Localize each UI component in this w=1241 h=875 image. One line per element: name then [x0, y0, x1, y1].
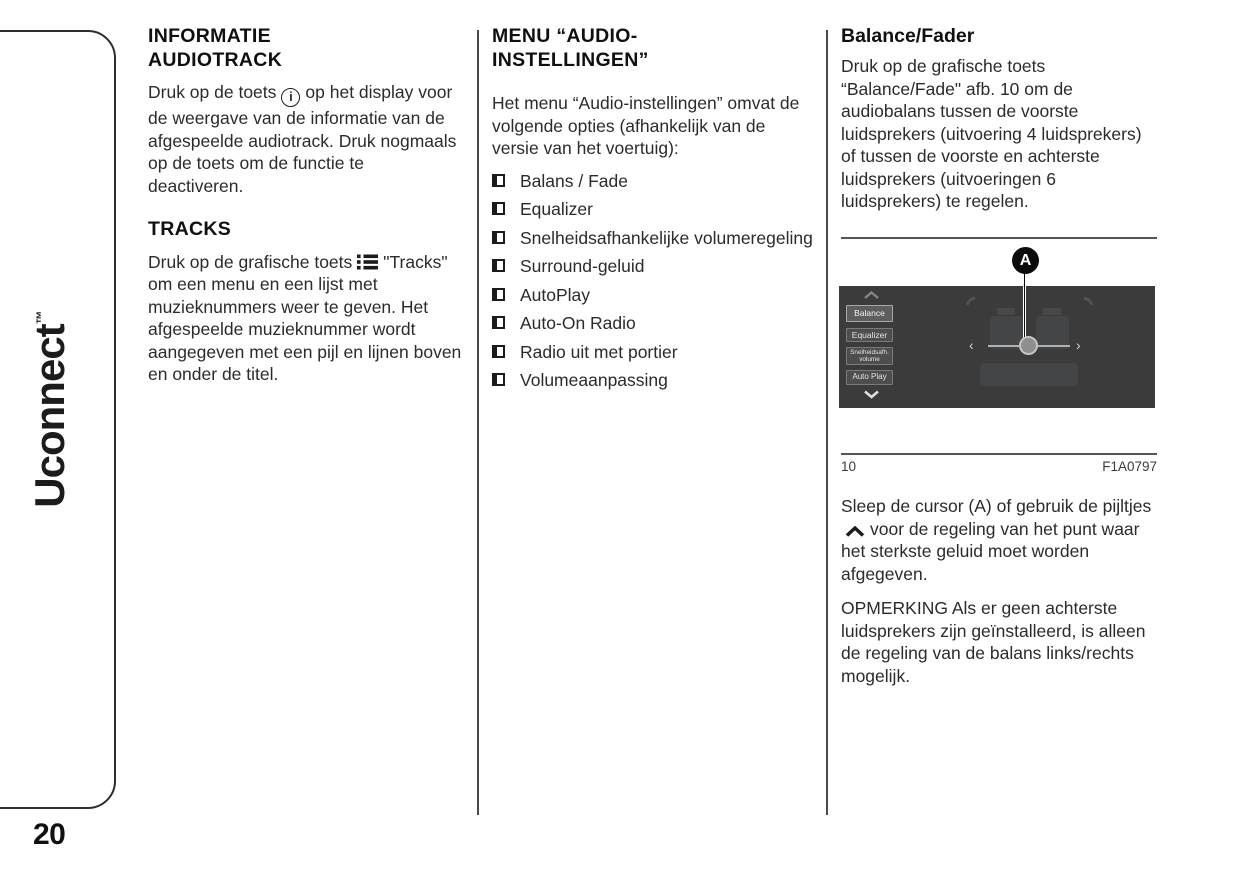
info-circle-icon: i [281, 88, 300, 107]
chapter-tab-title [26, 290, 88, 528]
trademark-symbol: ™ [33, 310, 49, 325]
tracks-paragraph: Druk op de grafische toets "Tracks" om een menu en een lijst met muzieknummers weer te geven. Het afgespeelde muzieknummer wordt aangegeven met een pijl en lijnen boven en onder de titel. [148, 251, 462, 384]
figure-caption [841, 456, 1157, 479]
informatie-paragraph: Druk op de toets i op het display voor de weergave van de informatie van de afgespeelde audiotrack. Druk nogmaals op de toets om de functie te deactiveren. [148, 82, 457, 196]
figure-screenshot [839, 286, 1155, 408]
column-divider-2 [826, 30, 828, 815]
square-bullet-icon [492, 231, 505, 244]
square-bullet-icon [492, 316, 505, 329]
figure-bottom-rule [841, 453, 1157, 455]
menu-scroll-up-icon[interactable] [863, 291, 880, 299]
balance-left-arrow-icon[interactable]: ‹ [969, 337, 974, 353]
figure-code: F1A0797 [1102, 459, 1157, 474]
screen-button-balance[interactable]: Balance [846, 305, 893, 322]
column-audio-instellingen [492, 25, 814, 398]
screen-button-autoplay[interactable]: Auto Play [846, 370, 893, 385]
column-divider-1 [477, 30, 479, 815]
track-list-icon [357, 254, 378, 270]
left-speaker-icon [963, 294, 987, 318]
list-item: Surround-geluid [492, 255, 814, 278]
brand-name: Uconnect [26, 324, 73, 508]
callout-a-badge: A [1012, 247, 1039, 274]
chevron-up-icon [845, 526, 865, 537]
figure-number: 10 [841, 459, 857, 474]
figure-top-rule [841, 237, 1157, 239]
callout-pointer-line [1023, 273, 1026, 343]
square-bullet-icon [492, 202, 505, 215]
screen-button-equalizer[interactable]: Equalizer [846, 328, 893, 342]
cursor-paragraph: Sleep de cursor (A) of gebruik de pijltjesvoor de regeling van het punt waar het sterkste geluid moet worden afgegeven. [841, 496, 1152, 584]
section-heading-informatie: INFORMATIE AUDIOTRACK [148, 25, 283, 71]
column-balance-fader [841, 25, 1157, 815]
list-item: Snelheidsafhankelijke volumeregeling [492, 227, 814, 250]
list-item: AutoPlay [492, 284, 814, 307]
square-bullet-icon [492, 288, 505, 301]
column-informatie-audiotrack [148, 25, 464, 386]
section-heading-balance-fader: Balance/Fader [841, 25, 975, 47]
square-bullet-icon [492, 373, 505, 386]
right-headrest [1043, 308, 1061, 315]
balance-cursor-knob[interactable] [1019, 336, 1038, 355]
list-item: Radio uit met portier [492, 341, 814, 364]
menu-scroll-down-icon[interactable] [863, 390, 880, 399]
square-bullet-icon [492, 174, 505, 187]
section-heading-tracks: TRACKS [148, 218, 232, 240]
note-paragraph: OPMERKING Als er geen achterste luidsprekers zijn geïnstalleerd, is alleen de regeling van de balans links/rechts mogelijk. [841, 598, 1146, 686]
list-item: Balans / Fade [492, 170, 814, 193]
list-item: Equalizer [492, 198, 814, 221]
list-item: Auto-On Radio [492, 312, 814, 335]
left-headrest [997, 308, 1015, 315]
section-heading-audio-menu: MENU “AUDIO- INSTELLINGEN” [492, 25, 649, 71]
square-bullet-icon [492, 259, 505, 272]
page-number: 20 [33, 818, 66, 851]
list-item: Volumeaanpassing [492, 369, 814, 392]
balance-paragraph: Druk op de grafische toets “Balance/Fade" afb. 10 om de audiobalans tussen de voorste luidsprekers (uitvoering 4 luidsprekers) of tussen de voorste en achterste luidsprekers (uitvoeringen 6 luidsprekers) te regelen. [841, 56, 1142, 211]
square-bullet-icon [492, 345, 505, 358]
balance-right-arrow-icon[interactable]: › [1076, 337, 1081, 353]
audio-options-list [492, 170, 814, 392]
audio-menu-intro: Het menu “Audio-instellingen” omvat de volgende opties (afhankelijk van de versie van het voertuig): [492, 93, 800, 158]
screen-button-speed-volume[interactable]: Snelheidsafh. volume [846, 347, 893, 365]
right-speaker-icon [1073, 294, 1097, 318]
rear-bench [980, 363, 1078, 386]
